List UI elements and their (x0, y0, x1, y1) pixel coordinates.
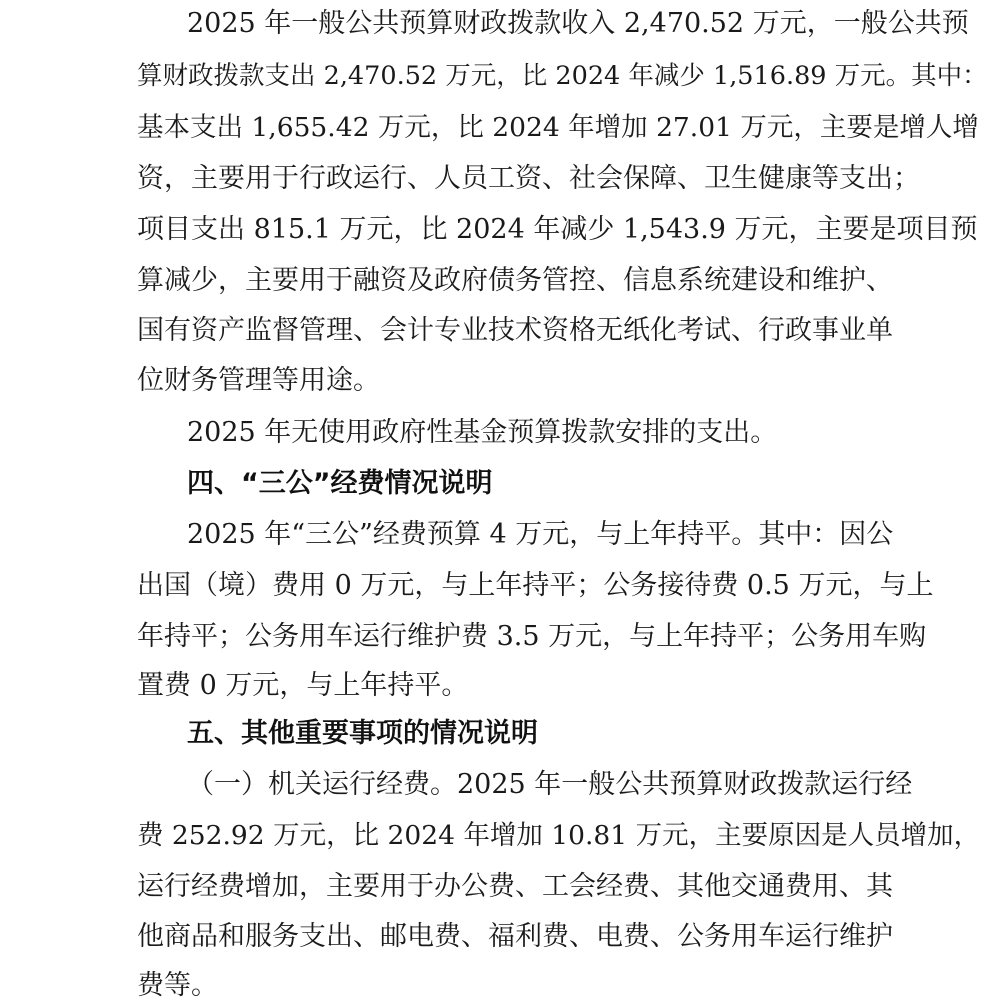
paragraph-line: 资，主要用于行政运行、人员工资、社会保障、卫生健康等支出； (137, 163, 920, 194)
paragraph-line: 费 252.92 万元，比 2024 年增加 10.81 万元，主要原因是人员增加， (137, 820, 981, 851)
paragraph-line: 置费 0 万元，与上年持平。 (137, 670, 469, 701)
section-heading: 四、“三公”经费情况说明 (187, 468, 493, 499)
paragraph-line: 算财政拨款支出 2,470.52 万元，比 2024 年减少 1,516.89 万元。其中： (137, 61, 988, 91)
paragraph-line: 国有资产监督管理、会计专业技术资格无纸化考试、行政事业单 (137, 315, 893, 346)
paragraph-line: 2025 年一般公共预算财政拨款收入 2,470.52 万元，一般公共预 (187, 8, 969, 39)
paragraph-line: 算减少，主要用于融资及政府债务管控、信息系统建设和维护、 (137, 265, 893, 296)
paragraph-line: （一）机关运行经费。2025 年一般公共预算财政拨款运行经 (187, 769, 913, 800)
paragraph-line: 他商品和服务支出、邮电费、福利费、电费、公务用车运行维护 (137, 921, 893, 952)
paragraph-line: 运行经费增加，主要用于办公费、工会经费、其他交通费用、其 (137, 871, 893, 902)
paragraph-line: 2025 年“三公”经费预算 4 万元，与上年持平。其中：因公 (187, 519, 894, 550)
paragraph-line: 基本支出 1,655.42 万元，比 2024 年增加 27.01 万元，主要是增人增 (137, 112, 979, 143)
paragraph-line: 出国（境）费用 0 万元，与上年持平；公务接待费 0.5 万元，与上 (137, 570, 934, 601)
paragraph-line: 2025 年无使用政府性基金预算拨款安排的支出。 (187, 417, 778, 448)
paragraph-line: 年持平；公务用车运行维护费 3.5 万元，与上年持平；公务用车购 (137, 621, 927, 652)
paragraph-line: 项目支出 815.1 万元，比 2024 年减少 1,543.9 万元，主要是项目预 (137, 214, 978, 245)
section-heading: 五、其他重要事项的情况说明 (187, 718, 538, 749)
paragraph-line: 费等。 (137, 970, 218, 1001)
paragraph-line: 位财务管理等用途。 (137, 365, 380, 396)
